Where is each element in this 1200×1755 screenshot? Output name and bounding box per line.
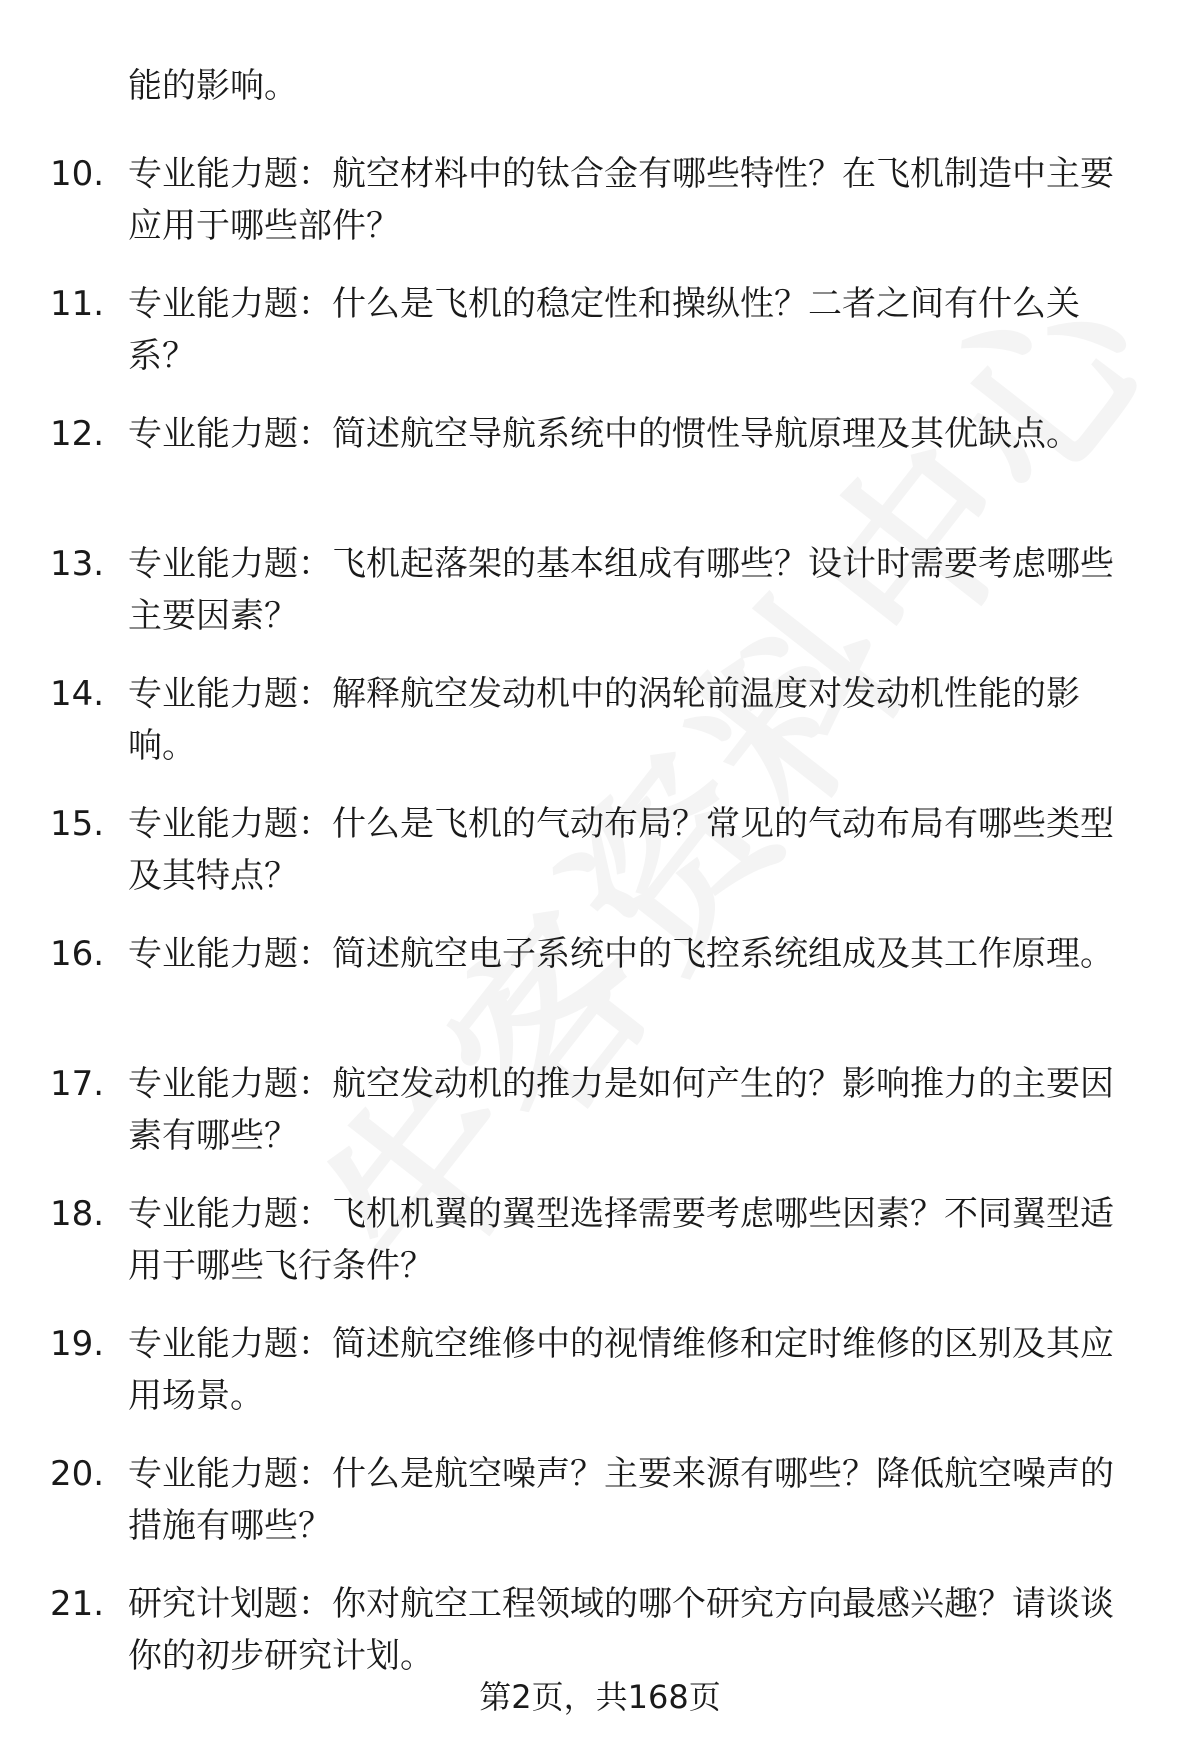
continued-text: 能的影响。: [128, 66, 298, 106]
question-item: [50, 1058, 1150, 1188]
question-text: 专业能力题：简述航空维修中的视情维修和定时维修的区别及其应用场景。: [128, 1324, 1114, 1416]
question-item: [50, 1318, 1150, 1448]
question-number: 15.: [50, 804, 105, 844]
question-number: 19.: [50, 1324, 105, 1364]
question-text: 专业能力题：简述航空电子系统中的飞控系统组成及其工作原理。: [128, 934, 1114, 974]
question-item: [50, 538, 1150, 668]
question-item: [50, 408, 1150, 538]
question-number: 21.: [50, 1584, 105, 1624]
question-text: 专业能力题：简述航空导航系统中的惯性导航原理及其优缺点。: [128, 414, 1080, 454]
page-footer: 第2页，共168页: [479, 1678, 721, 1716]
question-number: 14.: [50, 674, 105, 714]
question-text: 专业能力题：飞机起落架的基本组成有哪些？设计时需要考虑哪些主要因素？: [128, 544, 1114, 636]
question-text: 专业能力题：什么是飞机的稳定性和操纵性？二者之间有什么关系？: [128, 284, 1080, 376]
question-text: 专业能力题：飞机机翼的翼型选择需要考虑哪些因素？不同翼型适用于哪些飞行条件？: [128, 1194, 1114, 1286]
question-number: 12.: [50, 414, 105, 454]
question-item: [50, 798, 1150, 928]
question-number: 20.: [50, 1454, 105, 1494]
question-text: 专业能力题：什么是航空噪声？主要来源有哪些？降低航空噪声的措施有哪些？: [128, 1454, 1114, 1546]
question-number: 11.: [50, 284, 105, 324]
question-number: 16.: [50, 934, 105, 974]
question-item: [50, 928, 1150, 1058]
question-text: 研究计划题：你对航空工程领域的哪个研究方向最感兴趣？请谈谈你的初步研究计划。: [128, 1584, 1114, 1676]
question-number: 17.: [50, 1064, 105, 1104]
question-item: [50, 668, 1150, 798]
question-text: 专业能力题：什么是飞机的气动布局？常见的气动布局有哪些类型及其特点？: [128, 804, 1114, 896]
question-item: [50, 148, 1150, 278]
question-text: 专业能力题：解释航空发动机中的涡轮前温度对发动机性能的影响。: [128, 674, 1080, 766]
question-text: 专业能力题：航空发动机的推力是如何产生的？影响推力的主要因素有哪些？: [128, 1064, 1114, 1156]
question-item: [50, 278, 1150, 408]
question-number: 13.: [50, 544, 105, 584]
question-number: 18.: [50, 1194, 105, 1234]
question-number: 10.: [50, 154, 105, 194]
question-list: [50, 148, 1150, 1708]
question-text: 专业能力题：航空材料中的钛合金有哪些特性？在飞机制造中主要应用于哪些部件？: [128, 154, 1114, 246]
question-item: [50, 1188, 1150, 1318]
question-item: [50, 1448, 1150, 1578]
